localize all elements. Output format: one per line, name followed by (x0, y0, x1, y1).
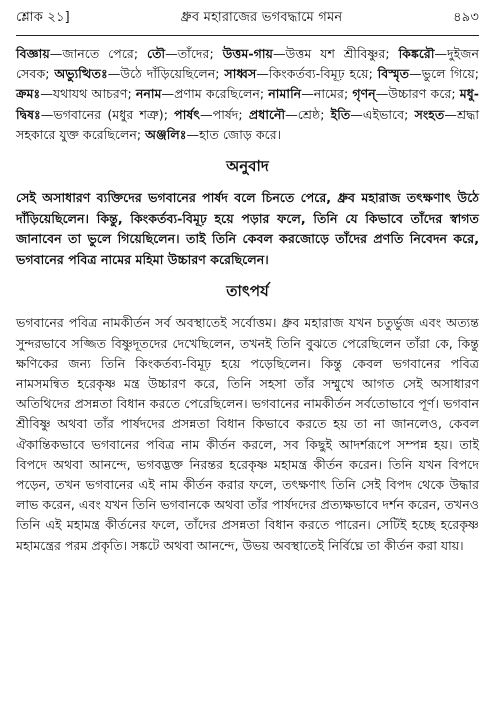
synonyms-paragraph (16, 44, 479, 145)
translation-heading: অনুবাদ (226, 157, 269, 176)
translation-text: সেই অসাধারণ ব্যক্তিদের ভগবানের পার্ষদ বলে চিনতে পেরে, ধ্রুব মহারাজ তৎক্ষণাৎ উঠে দাঁড়িয়েছিলেন। কিন্তু, কিংকর্তব্য-বিমূঢ় হয়ে পড়ার ফলে, তিনি যে কিভাবে তাঁদের স্বাগত জানাবেন তা ভুলে গিয়েছিলেন। তাই তিনি কেবল করজোড়ে তাঁদের প্রণতি নিবেদন করে, ভগবানের পবিত্র নামের মহিমা উচ্চারণ করেছিলেন। (16, 190, 479, 267)
synonym-meaning: নামের; (313, 86, 353, 102)
synonym-term: বিস্মৃত (377, 66, 410, 82)
synonym-meaning: যথাযথ আচরণ; (52, 86, 136, 102)
synonym-dash: — (49, 46, 63, 61)
synonym-term: অঞ্জলিঃ (145, 126, 187, 142)
verse-reference: শ্লোক ২১] (16, 10, 70, 25)
synonym-meaning: উঠে দাঁড়িয়েছিলেন; (120, 66, 225, 82)
synonym-meaning: তাঁদের; (177, 46, 223, 61)
synonym-term: অভ্যুত্থিতঃ (54, 66, 108, 82)
synonym-term: প্রধানৌ (248, 106, 286, 122)
synonym-dash: — (40, 106, 54, 122)
synonym-meaning: প্রণাম করেছিলেন; (174, 86, 269, 102)
running-header (16, 0, 479, 29)
synonym-meaning: ভগবানের (মধুর শত্রু); (53, 106, 175, 122)
synonym-meaning: হাত জোড় করে। (199, 126, 282, 142)
purport-text: ভগবানের পবিত্র নামকীর্তন সর্ব অবস্থাতেই সর্বোত্তম। ধ্রুব মহারাজ যখন চতুর্ভুজ এবং অত্যন্ত সুন্দরভাবে সজ্জিত বিষ্ণুদূতদের দেখেছিলেন, তখনই তিনি বুঝতে পেরেছিলেন তাঁরা কে, কিন্তু ক্ষণিকের জন্য তিনি কিংকর্তব্য-বিমূঢ় হয়ে পড়েছিলেন। কিন্তু কেবল ভগবানের পবিত্র নামসমন্বিত হরেকৃষ্ণ মন্ত্র উচ্চারণ করে, তিনি সহসা তাঁর সম্মুখে আগত সেই অসাধারণ অতিথিদের প্রসন্নতা বিধান করতে পেরেছিলেন। ভগবানের নামকীর্তন সর্বতোভাবে পূর্ণ। ভগবান শ্রীবিষ্ণু অথবা তাঁর পার্ষদদের প্রসন্নতা বিধান কিভাবে করতে হয় তা না জানলেও, কেবল ঐকান্তিকভাবে ভগবানের পবিত্র নাম কীর্তন করলে, সব কিছুই আদর্শরূপে সম্পন্ন হয়। তাই বিপদে অথবা আনন্দে, ভগবদ্ভক্ত নিরন্তর হরেকৃষ্ণ মহামন্ত্র কীর্তন করেন। তিনি যখন বিপদে পড়েন, তখন ভগবানের এই নাম কীর্তন করার ফলে, তৎক্ষণাৎ তিনি সেই বিপদ থেকে উদ্ধার লাভ করেন, এবং যখন তিনি ভগবানকে অথবা তাঁর পার্ষদদের প্রত্যক্ষভাবে দর্শন করেন, তখনও তিনি এই মহামন্ত্র কীর্তনের ফলে, তাঁদের প্রসন্নতা বিধান করতে পারেন। সেটিই হচ্ছে হরেকৃষ্ণ মহামন্ত্রের পরম প্রকৃতি। সঙ্কটে অথবা আনন্দে, উভয় অবস্থাতেই নির্বিঘ্নে তা কীর্তন করা যায়। (16, 315, 479, 553)
synonym-dash: — (444, 106, 457, 122)
synonym-term: সংহত (414, 106, 445, 122)
page-number: ৪৯৩ (453, 10, 479, 25)
synonym-term: নামানি (268, 86, 302, 102)
synonym-dash: — (285, 106, 298, 122)
synonym-term: পার্ষৎ (174, 106, 201, 122)
synonym-dash: — (161, 86, 175, 102)
synonym-dash: — (272, 46, 286, 61)
synonym-dash: — (350, 106, 363, 122)
synonym-dash: — (165, 46, 178, 61)
header-rule (16, 35, 479, 36)
synonym-term: ক্রমঃ (16, 86, 41, 102)
synonym-term: সাধ্বস (224, 66, 257, 82)
synonym-term: উত্তম-গায় (222, 46, 273, 61)
chapter-title: ধ্রুব মহারাজের ভগবদ্ধামে গমন (180, 10, 343, 25)
synonym-term: তৌ (146, 46, 166, 61)
synonym-dash: — (409, 66, 422, 82)
synonym-meaning: ভুলে গিয়ে; (421, 66, 479, 82)
synonym-meaning: শ্রদ্ধা সহকারে যুক্ত করেছিলেন; (16, 106, 480, 142)
synonym-meaning: শ্রেষ্ঠ; (297, 106, 331, 122)
synonym-dash: — (186, 126, 200, 142)
synonym-term: ননাম (135, 86, 162, 102)
synonym-dash: — (107, 66, 121, 82)
synonym-dash: — (40, 86, 53, 102)
synonym-meaning: জানতে পেরে; (62, 46, 147, 61)
synonym-dash: — (434, 46, 448, 61)
synonym-term: গৃণন্ (352, 86, 376, 102)
synonym-term: মধু-দ্বিষঃ (16, 86, 479, 122)
synonym-dash: — (200, 106, 213, 122)
synonym-meaning: উচ্চারণ করে; (388, 86, 460, 102)
synonym-term: ইতি (330, 106, 351, 122)
synonym-meaning: পার্ষদ; (212, 106, 249, 122)
synonym-meaning: কিংকর্তব্য-বিমূঢ় হয়ে; (268, 66, 378, 82)
synonym-dash: — (375, 86, 389, 102)
purport-heading: তাৎপর্য (226, 282, 269, 301)
synonym-meaning: দুইজন সেবক; (16, 46, 479, 82)
synonym-term: কিঙ্করৌ (398, 46, 435, 61)
synonym-meaning: উত্তম যশ শ্রীবিষ্ণুর; (285, 46, 399, 61)
synonym-meaning: এইভাবে; (362, 106, 415, 122)
synonym-dash: — (256, 66, 269, 82)
synonym-term: বিজ্ঞায় (16, 46, 50, 61)
synonym-dash: — (301, 86, 314, 102)
